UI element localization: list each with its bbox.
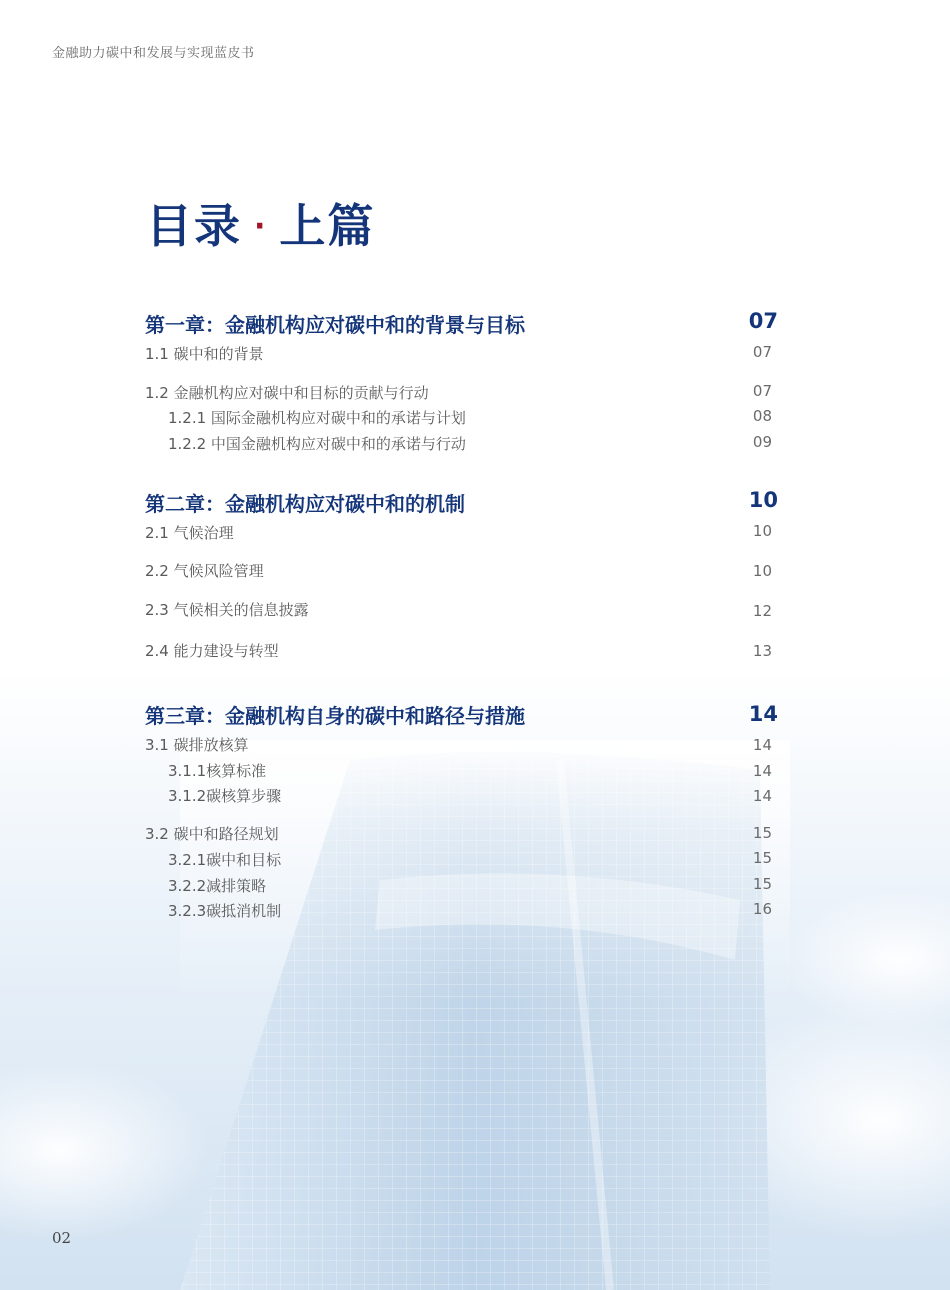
toc-entry-page: 15 bbox=[752, 875, 772, 893]
toc-entry-label: 3.2.2减排策略 bbox=[168, 877, 267, 895]
toc-entry-page: 14 bbox=[752, 736, 772, 754]
toc-entry-label: 第一章：金融机构应对碳中和的背景与目标 bbox=[145, 313, 525, 337]
toc-chapter-row[interactable] bbox=[0, 488, 950, 516]
toc-entry-page: 14 bbox=[748, 702, 778, 726]
toc-section-row[interactable] bbox=[0, 823, 950, 847]
toc-section-row[interactable] bbox=[0, 522, 950, 546]
running-head: 金融助力碳中和发展与实现蓝皮书 bbox=[52, 46, 255, 61]
toc-subsection-row[interactable] bbox=[0, 849, 950, 873]
toc-entry-page: 15 bbox=[752, 849, 772, 867]
page-title bbox=[146, 190, 375, 256]
title-main: 目录 bbox=[146, 199, 242, 253]
toc-entry-label: 2.4 能力建设与转型 bbox=[145, 642, 279, 660]
toc-section-row[interactable] bbox=[0, 599, 950, 623]
toc-entry-page: 10 bbox=[752, 522, 772, 540]
toc-entry-label: 2.1 气候治理 bbox=[145, 524, 234, 542]
page-number: 02 bbox=[52, 1229, 72, 1247]
toc-subsection-row[interactable] bbox=[0, 900, 950, 924]
toc-entry-label: 2.2 气候风险管理 bbox=[145, 562, 264, 580]
toc-section-row[interactable] bbox=[0, 560, 950, 584]
toc-subsection-row[interactable] bbox=[0, 407, 950, 431]
toc-entry-page: 15 bbox=[752, 824, 772, 842]
toc-section-row[interactable] bbox=[0, 640, 950, 664]
toc-chapter-row[interactable] bbox=[0, 309, 950, 337]
toc-entry-label: 1.2.1 国际金融机构应对碳中和的承诺与计划 bbox=[168, 409, 466, 427]
toc-entry-page: 10 bbox=[748, 488, 778, 512]
toc-subsection-row[interactable] bbox=[0, 433, 950, 457]
toc-entry-page: 07 bbox=[752, 343, 772, 361]
toc-entry-label: 1.1 碳中和的背景 bbox=[145, 345, 264, 363]
toc-entry-label: 3.1 碳排放核算 bbox=[145, 736, 249, 754]
title-separator: · bbox=[254, 209, 268, 244]
toc-entry-label: 3.2.3碳抵消机制 bbox=[168, 902, 282, 920]
toc-entry-label: 1.2 金融机构应对碳中和目标的贡献与行动 bbox=[145, 384, 429, 402]
toc-entry-label: 第三章：金融机构自身的碳中和路径与措施 bbox=[145, 704, 525, 728]
toc-entry-label: 3.1.1核算标准 bbox=[168, 762, 267, 780]
toc-section-row[interactable] bbox=[0, 343, 950, 367]
toc-entry-label: 1.2.2 中国金融机构应对碳中和的承诺与行动 bbox=[168, 435, 466, 453]
toc-subsection-row[interactable] bbox=[0, 760, 950, 784]
toc-subsection-row[interactable] bbox=[0, 875, 950, 899]
toc-entry-page: 08 bbox=[752, 407, 772, 425]
toc-entry-page: 07 bbox=[752, 382, 772, 400]
toc-entry-page: 07 bbox=[748, 309, 778, 333]
toc-entry-page: 13 bbox=[752, 642, 772, 660]
toc-entry-page: 14 bbox=[752, 787, 772, 805]
toc-entry-label: 3.1.2碳核算步骤 bbox=[168, 787, 282, 805]
toc-entry-page: 10 bbox=[752, 562, 772, 580]
toc-section-row[interactable] bbox=[0, 734, 950, 758]
toc-entry-page: 09 bbox=[752, 433, 772, 451]
toc-entry-label: 3.2 碳中和路径规划 bbox=[145, 825, 279, 843]
toc-entry-label: 3.2.1碳中和目标 bbox=[168, 851, 282, 869]
toc-entry-page: 12 bbox=[752, 602, 772, 620]
toc-chapter-row[interactable] bbox=[0, 700, 950, 728]
toc-entry-label: 第二章：金融机构应对碳中和的机制 bbox=[145, 492, 465, 516]
title-part: 上篇 bbox=[279, 199, 376, 253]
toc-entry-page: 14 bbox=[752, 762, 772, 780]
toc-entry-page: 16 bbox=[752, 900, 772, 918]
toc-subsection-row[interactable] bbox=[0, 785, 950, 809]
toc-entry-label: 2.3 气候相关的信息披露 bbox=[145, 601, 309, 619]
toc-section-row[interactable] bbox=[0, 382, 950, 406]
